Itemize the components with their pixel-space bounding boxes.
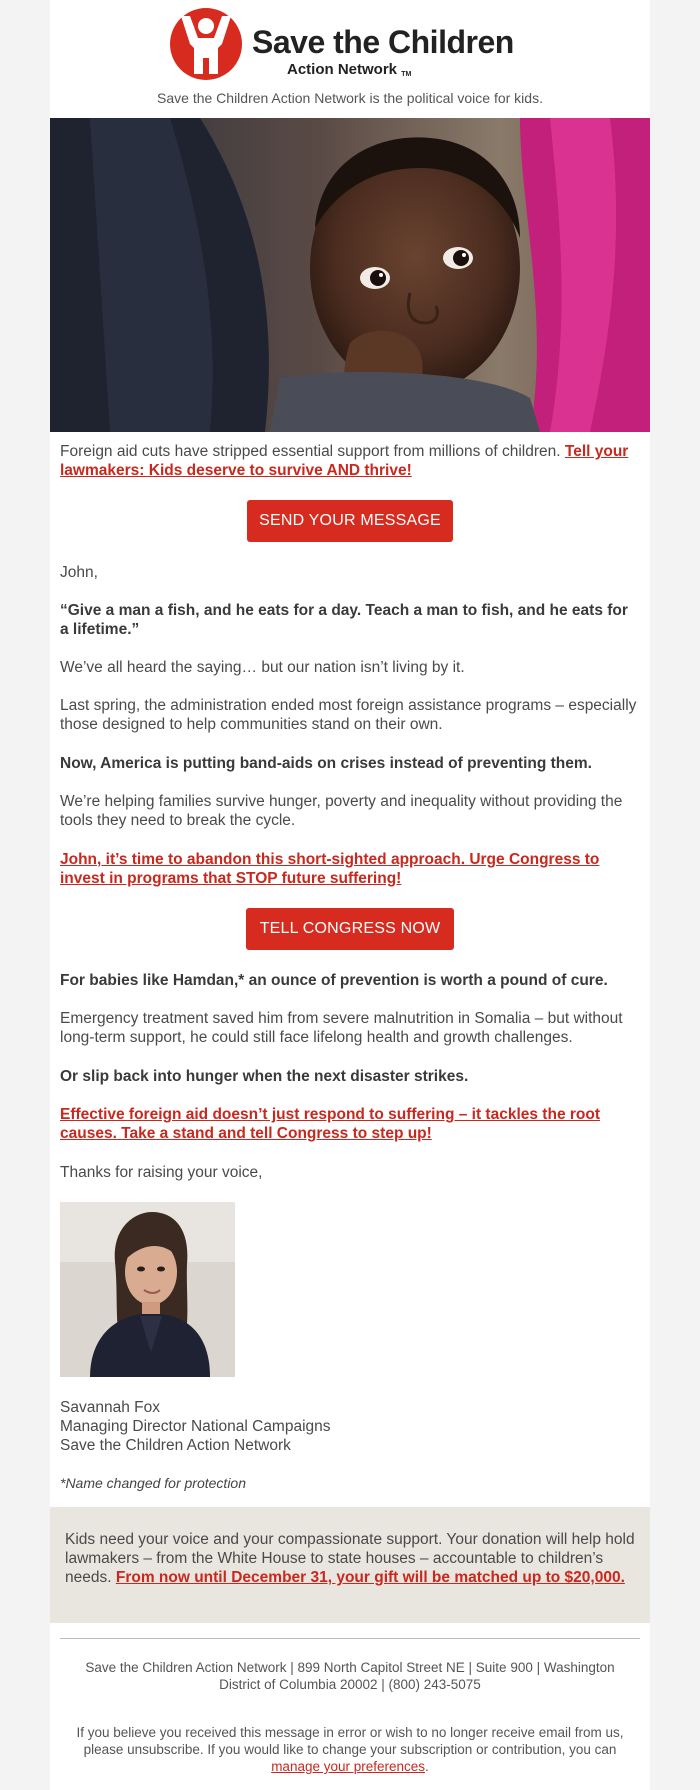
cta-paragraph-1 — [60, 850, 640, 888]
signature-title: Managing Director National Campaigns — [60, 1418, 331, 1435]
donation-box — [50, 1507, 650, 1623]
body-paragraph-3: Now, America is putting band-aids on crises instead of preventing them. — [60, 755, 592, 772]
donation-text-block — [65, 1530, 635, 1587]
intro-text: Foreign aid cuts have stripped essential support from millions of children. — [60, 443, 561, 460]
protection-note: *Name changed for protection — [60, 1475, 246, 1491]
signature-photo — [60, 1202, 235, 1377]
greeting: John, — [60, 564, 98, 581]
footer-divider — [60, 1638, 640, 1639]
body-paragraph-2: Last spring, the administration ended most foreign assistance programs – especially those designed to help communities stand on their own. — [60, 697, 637, 733]
signature-block — [60, 1398, 640, 1455]
portrait-savannah-fox — [60, 1202, 235, 1377]
footer-unsubscribe — [70, 1724, 630, 1775]
step-up-link[interactable]: Effective foreign aid doesn’t just respond to suffering – it tackles the root causes. Take a stand and tell Congress to step up! — [60, 1106, 600, 1142]
tell-congress-button[interactable]: TELL CONGRESS NOW — [246, 908, 454, 950]
intro-link[interactable]: Tell your lawmakers: Kids deserve to survive AND thrive! — [60, 443, 629, 479]
body-paragraph-1: We’ve all heard the saying… but our nation isn’t living by it. — [60, 659, 465, 676]
signature-name: Savannah Fox — [60, 1399, 160, 1416]
email-container — [50, 0, 650, 1790]
hero-image[interactable] — [50, 118, 650, 432]
tagline: Save the Children Action Network is the political voice for kids. — [157, 90, 543, 106]
closing: Thanks for raising your voice, — [60, 1164, 263, 1181]
send-message-button[interactable]: SEND YOUR MESSAGE — [247, 500, 453, 542]
donation-text: Kids need your voice and your compassionate support. Your donation will help hold lawmakers – from the White House to state houses – accountable to children’s needs. — [65, 1531, 635, 1586]
cta-paragraph-2 — [60, 1105, 640, 1143]
unsubscribe-text: If you believe you received this message in error or wish to no longer receive email from us, please unsubscribe. If you would like to change your subscription or contribution, you can — [76, 1725, 624, 1757]
footer-period: . — [425, 1759, 429, 1774]
quote-paragraph: “Give a man a fish, and he eats for a day. Teach a man to fish, and he eats for a lifetime.” — [60, 602, 628, 638]
save-the-children-logo-icon — [168, 6, 244, 82]
body-paragraph-4: We’re helping families survive hunger, poverty and inequality without providing the tools they need to break the cycle. — [60, 793, 623, 829]
intro-paragraph — [60, 442, 640, 480]
body-paragraph-5: For babies like Hamdan,* an ounce of prevention is worth a pound of cure. — [60, 972, 608, 989]
signature-org: Save the Children Action Network — [60, 1437, 291, 1454]
logo[interactable] — [168, 4, 528, 84]
brand-sub — [287, 61, 411, 78]
hero-photo-child — [50, 118, 650, 432]
body-paragraph-7: Or slip back into hunger when the next disaster strikes. — [60, 1068, 469, 1085]
brand-sub-text: Action Network — [287, 61, 398, 78]
brand-name: Save the Children — [252, 24, 514, 60]
manage-preferences-link[interactable]: manage your preferences — [271, 1759, 426, 1774]
trademark: TM — [401, 71, 412, 78]
donation-match-link[interactable]: From now until December 31, your gift will be matched up to $20,000. — [115, 1569, 625, 1586]
body-paragraph-6: Emergency treatment saved him from severe malnutrition in Somalia – but without long-term support, he could still face lifelong health and growth challenges. — [60, 1010, 623, 1046]
urge-congress-link[interactable]: John, it’s time to abandon this short-sighted approach. Urge Congress to invest in programs that STOP future suffering! — [60, 851, 600, 887]
header — [50, 0, 650, 118]
footer-address: Save the Children Action Network | 899 North Capitol Street NE | Suite 900 | Washington District of Columbia 20002 | (800) 243-5075 — [85, 1660, 615, 1692]
